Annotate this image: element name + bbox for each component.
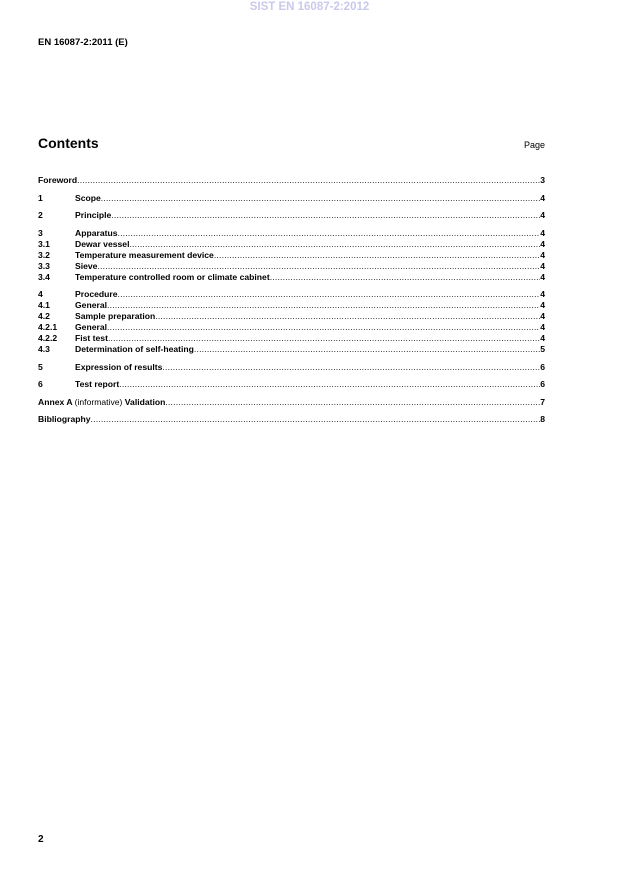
toc-entry[interactable] bbox=[38, 362, 545, 373]
toc-entry-title bbox=[75, 210, 111, 221]
toc-entry-title bbox=[75, 228, 118, 239]
toc-entry-page: 3 bbox=[540, 175, 545, 185]
toc-entry[interactable] bbox=[38, 414, 545, 425]
toc-entry-title bbox=[75, 261, 97, 272]
toc-dot-leader bbox=[155, 311, 540, 322]
toc-entry[interactable] bbox=[38, 272, 545, 283]
toc-dot-leader bbox=[77, 175, 540, 186]
toc-dot-leader bbox=[111, 210, 540, 221]
toc-dot-leader bbox=[107, 300, 540, 311]
toc-dot-leader bbox=[118, 289, 541, 300]
page-number: 2 bbox=[38, 834, 44, 845]
table-of-contents bbox=[38, 175, 545, 425]
toc-entry-title-text: Fist test bbox=[75, 333, 108, 343]
toc-entry[interactable] bbox=[38, 311, 545, 322]
toc-entry-page: 4 bbox=[540, 260, 545, 271]
toc-entry-page: 4 bbox=[540, 227, 545, 238]
toc-entry[interactable] bbox=[38, 344, 545, 355]
toc-entry[interactable] bbox=[38, 379, 545, 390]
toc-entry-page: 4 bbox=[540, 289, 545, 299]
toc-entry-title bbox=[75, 379, 119, 390]
page-column-label: Page bbox=[523, 140, 545, 150]
watermark: SIST EN 16087-2:2012 bbox=[249, 1, 370, 13]
toc-entry-number: 4.3 bbox=[38, 344, 50, 354]
toc-entry-title-text: Principle bbox=[75, 210, 112, 220]
toc-entry[interactable] bbox=[38, 289, 545, 300]
toc-entry-page: 6 bbox=[540, 379, 545, 389]
toc-entry-page: 8 bbox=[540, 414, 545, 424]
toc-entry-page: 4 bbox=[540, 192, 545, 203]
toc-entry-title-text: Expression of results bbox=[75, 361, 163, 372]
toc-entry-page: 7 bbox=[540, 396, 545, 407]
toc-entry-title-text: Procedure bbox=[75, 289, 118, 299]
toc-dot-leader bbox=[270, 272, 541, 283]
toc-dot-leader bbox=[214, 250, 540, 261]
toc-entry[interactable] bbox=[38, 239, 545, 250]
toc-entry-title-text: General bbox=[75, 322, 108, 332]
toc-entry[interactable] bbox=[38, 397, 545, 408]
toc-entry-page: 6 bbox=[540, 361, 545, 372]
toc-entry[interactable] bbox=[38, 250, 545, 261]
toc-entry-number: 3.1 bbox=[38, 238, 50, 249]
toc-entry-page: 4 bbox=[540, 210, 545, 220]
toc-entry-number: 4.2.1 bbox=[38, 322, 58, 332]
toc-entry-number: 4.2 bbox=[38, 311, 50, 321]
toc-dot-leader bbox=[108, 333, 540, 344]
toc-entry-number: 3 bbox=[38, 227, 43, 238]
toc-entry-number: 3.3 bbox=[38, 260, 50, 271]
toc-dot-leader bbox=[119, 379, 540, 390]
toc-dot-leader bbox=[91, 414, 541, 425]
toc-entry-title-text: General bbox=[75, 300, 108, 310]
toc-entry[interactable] bbox=[38, 210, 545, 221]
toc-entry-title-text: Annex A bbox=[38, 396, 73, 407]
toc-entry-number: 4.2.2 bbox=[38, 333, 58, 343]
toc-entry-page: 4 bbox=[540, 271, 545, 282]
toc-entry-title-text: Scope bbox=[75, 192, 101, 203]
toc-entry-title bbox=[75, 333, 108, 344]
toc-entry[interactable] bbox=[38, 175, 545, 186]
toc-entry[interactable] bbox=[38, 228, 545, 239]
toc-entry-page: 5 bbox=[540, 344, 545, 354]
toc-entry-title bbox=[75, 311, 155, 322]
toc-entry-number: 4.1 bbox=[38, 300, 50, 310]
toc-entry-title bbox=[75, 362, 162, 373]
toc-entry-number: 3.4 bbox=[38, 271, 50, 282]
toc-entry-title-text: Test report bbox=[75, 379, 120, 389]
toc-entry-title bbox=[75, 300, 107, 311]
toc-entry-number: 3.2 bbox=[38, 249, 50, 260]
contents-heading: Contents bbox=[38, 135, 99, 151]
toc-entry-title bbox=[75, 272, 270, 283]
toc-entry-title-text: Temperature controlled room or climate cabinet bbox=[75, 271, 270, 282]
toc-entry-page: 4 bbox=[540, 300, 545, 310]
toc-entry-number: 1 bbox=[38, 192, 43, 203]
toc-entry-page: 4 bbox=[540, 238, 545, 249]
toc-entry-title bbox=[38, 175, 77, 186]
toc-entry-title-text: Apparatus bbox=[75, 227, 118, 238]
toc-entry-page: 4 bbox=[540, 333, 545, 343]
toc-entry-note: (informative) bbox=[74, 396, 123, 407]
toc-entry-title-text: Sieve bbox=[75, 260, 98, 271]
toc-dot-leader bbox=[118, 228, 541, 239]
document-header: EN 16087-2:2011 (E) bbox=[38, 37, 128, 48]
toc-entry-page: 4 bbox=[540, 249, 545, 260]
toc-entry[interactable] bbox=[38, 193, 545, 204]
toc-entry-title bbox=[38, 414, 91, 425]
toc-dot-leader bbox=[129, 239, 540, 250]
toc-dot-leader bbox=[165, 397, 540, 408]
toc-dot-leader bbox=[97, 261, 540, 272]
toc-entry-title-text: Dewar vessel bbox=[75, 238, 130, 249]
toc-entry-title-text: Temperature measurement device bbox=[75, 249, 214, 260]
toc-entry-title-text: Determination of self-heating bbox=[75, 344, 194, 354]
toc-entry[interactable] bbox=[38, 261, 545, 272]
toc-entry-title bbox=[75, 193, 101, 204]
toc-entry-title-text: Sample preparation bbox=[75, 311, 156, 321]
toc-entry[interactable] bbox=[38, 300, 545, 311]
toc-entry-number: 2 bbox=[38, 210, 43, 220]
toc-entry-title bbox=[75, 250, 214, 261]
toc-entry-title-suffix: Validation bbox=[124, 396, 166, 407]
toc-dot-leader bbox=[107, 322, 540, 333]
toc-entry-page: 4 bbox=[540, 311, 545, 321]
toc-dot-leader bbox=[194, 344, 540, 355]
toc-entry-number: 4 bbox=[38, 289, 43, 299]
toc-dot-leader bbox=[101, 193, 540, 204]
toc-entry-page: 4 bbox=[540, 322, 545, 332]
toc-entry-title bbox=[38, 397, 165, 408]
toc-entry[interactable] bbox=[38, 333, 545, 344]
toc-dot-leader bbox=[162, 362, 540, 373]
toc-entry-title bbox=[75, 239, 129, 250]
toc-entry-title bbox=[75, 289, 118, 300]
toc-entry-title-text: Bibliography bbox=[38, 414, 91, 424]
toc-entry-number: 5 bbox=[38, 361, 43, 372]
toc-entry-title bbox=[75, 344, 194, 355]
toc-entry[interactable] bbox=[38, 322, 545, 333]
toc-entry-number: 6 bbox=[38, 379, 43, 389]
toc-entry-title-text: Foreword bbox=[38, 175, 78, 185]
toc-entry-title bbox=[75, 322, 107, 333]
